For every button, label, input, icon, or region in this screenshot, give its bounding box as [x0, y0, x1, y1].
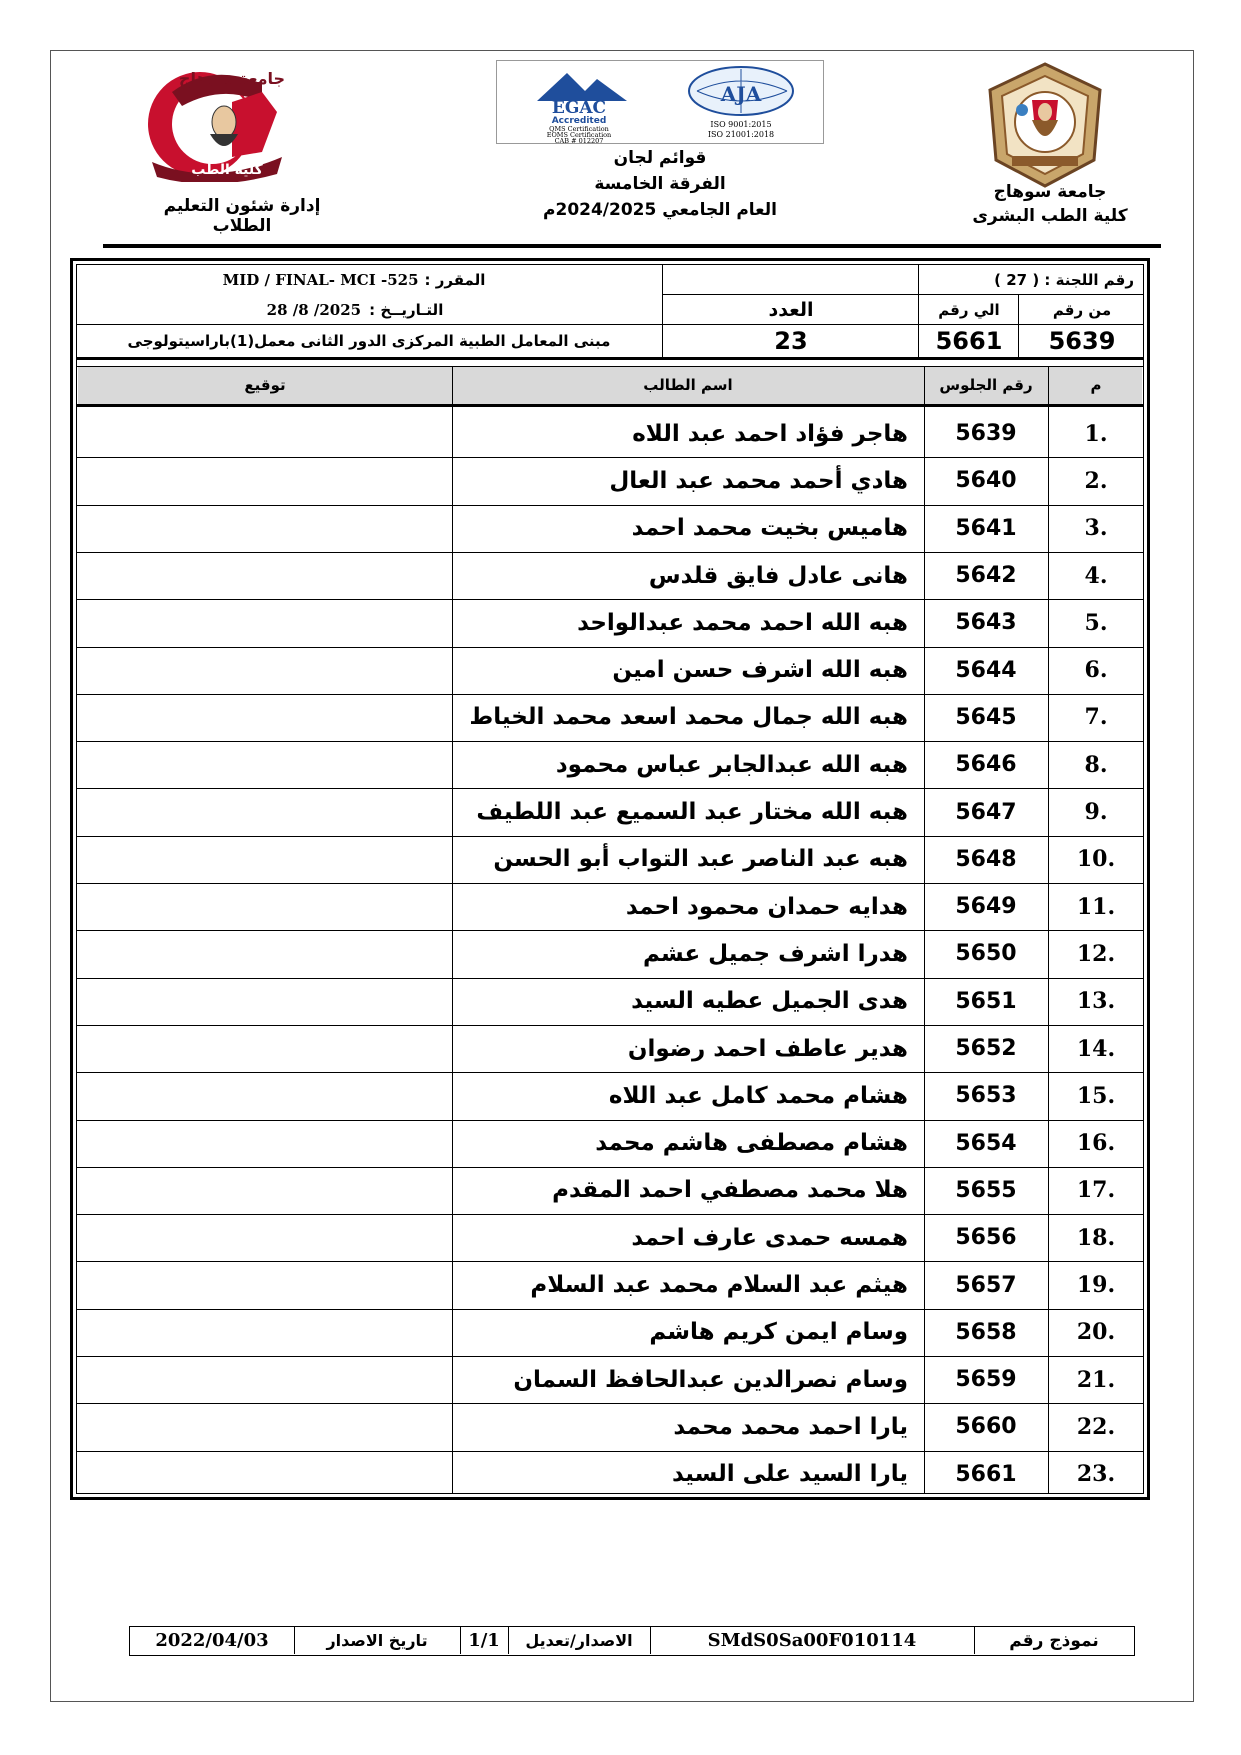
row-signature-field[interactable]	[78, 1167, 452, 1214]
university-name: جامعة سوهاج	[993, 182, 1107, 202]
row-signature-field[interactable]	[78, 1214, 452, 1261]
row-student-name: هبه عبد الناصر عبد التواب أبو الحسن	[493, 846, 908, 873]
aja-line-1: ISO 9001:2015	[710, 120, 772, 129]
row-signature-field[interactable]	[78, 694, 452, 741]
row-seat-number: 5656	[955, 1225, 1017, 1251]
foot-v2	[650, 1627, 651, 1654]
egac-sub: Accredited	[551, 116, 607, 126]
row-index: 11.	[1076, 893, 1116, 920]
row-index: 22.	[1076, 1413, 1116, 1440]
row-seat-number: 5657	[955, 1272, 1017, 1298]
course-cell	[180, 266, 528, 294]
academic-year: العام الجامعي 2024/2025م	[543, 200, 777, 220]
row-signature-field[interactable]	[78, 505, 452, 552]
form-footer	[129, 1626, 1135, 1656]
row-signature-field[interactable]	[78, 1072, 452, 1119]
row-index: 20.	[1076, 1319, 1116, 1346]
course-label: المقرر :	[424, 271, 486, 289]
row-signature-field[interactable]	[78, 1261, 452, 1308]
student-affairs-dept: إدارة شئون التعليم الطلاب	[163, 196, 321, 236]
from-label: من رقم	[1052, 301, 1112, 319]
row-seat-number: 5642	[955, 563, 1017, 589]
row-index: 4.	[1084, 562, 1108, 589]
row-signature-field[interactable]	[78, 410, 452, 457]
header-rule	[103, 244, 1161, 248]
row-seat-number: 5645	[955, 704, 1017, 730]
row-seat-number: 5654	[955, 1130, 1017, 1156]
row-index: 5.	[1084, 609, 1108, 636]
row-seat-number: 5649	[955, 894, 1017, 920]
row-signature-field[interactable]	[78, 647, 452, 694]
row-seat-number: 5652	[955, 1036, 1017, 1062]
row-signature-field[interactable]	[78, 1451, 452, 1498]
row-signature-field[interactable]	[78, 741, 452, 788]
committee-lists-title: قوائم لجان	[613, 148, 707, 168]
row-student-name: هاجر فؤاد احمد عبد اللاه	[632, 420, 908, 447]
row-index: 8.	[1084, 751, 1108, 778]
course-value: MID / FINAL- MCI -525	[222, 271, 419, 289]
row-seat-number: 5660	[955, 1414, 1017, 1440]
row-seat-number: 5640	[955, 468, 1017, 494]
edition-value: 1/1	[468, 1630, 500, 1651]
row-student-name: يارا احمد محمد محمد	[673, 1413, 908, 1440]
count-value: 23	[774, 327, 808, 355]
to-value: 5661	[935, 327, 1003, 355]
row-signature-field[interactable]	[78, 599, 452, 646]
col-signature: توقيع	[244, 376, 286, 394]
row-student-name: يارا السيد على السيد	[672, 1461, 908, 1488]
edition-label: الاصدار/تعديل	[525, 1631, 633, 1650]
row-signature-field[interactable]	[78, 1309, 452, 1356]
row-student-name: هلا محمد مصطفي احمد المقدم	[552, 1177, 908, 1204]
date-cell	[220, 296, 490, 324]
committee-number: رقم اللجنة : ( 27 )	[994, 271, 1134, 289]
row-index: 13.	[1076, 988, 1116, 1015]
row-index: 23.	[1076, 1461, 1116, 1488]
info-divider-3	[76, 357, 1144, 360]
col-name: اسم الطالب	[643, 376, 733, 394]
row-seat-number: 5646	[955, 752, 1017, 778]
row-index: 14.	[1076, 1035, 1116, 1062]
row-student-name: هشام مصطفى هاشم محمد	[595, 1130, 908, 1157]
egac-name: EGAC	[551, 98, 607, 118]
row-seat-number: 5647	[955, 799, 1017, 825]
row-index: 15.	[1076, 1082, 1116, 1109]
row-signature-field[interactable]	[78, 1356, 452, 1403]
info-divider-1	[662, 294, 1144, 295]
info-vline-3	[1018, 294, 1019, 357]
egac-line-3: CAB # 012207	[554, 137, 604, 143]
info-vline-2	[918, 264, 919, 357]
left-logo-text-top: جامعة سوهاج	[178, 69, 286, 88]
form-value: SMdS0Sa00F010114	[707, 1630, 917, 1651]
row-index: 7.	[1084, 704, 1108, 731]
row-seat-number: 5659	[955, 1367, 1017, 1393]
row-signature-field[interactable]	[78, 788, 452, 835]
row-seat-number: 5661	[955, 1461, 1017, 1487]
row-signature-field[interactable]	[78, 1403, 452, 1450]
row-signature-field[interactable]	[78, 1025, 452, 1072]
left-logo-text-bottom: كلية الطب	[191, 162, 263, 178]
info-divider-2	[76, 324, 1144, 325]
row-student-name: هدى الجميل عطيه السيد	[631, 988, 908, 1015]
row-seat-number: 5655	[955, 1177, 1017, 1203]
count-label: العدد	[768, 299, 814, 321]
colhdr-bottom	[76, 404, 1144, 407]
university-seal	[982, 60, 1108, 190]
row-student-name: هادي أحمد محمد عبد العال	[609, 467, 908, 494]
col-index: م	[1090, 376, 1102, 394]
row-student-name: هدير عاطف احمد رضوان	[627, 1035, 908, 1062]
foot-v3	[508, 1627, 509, 1654]
row-student-name: هبه الله اشرف حسن امين	[612, 657, 908, 684]
row-index: 2.	[1084, 467, 1108, 494]
row-student-name: هيثم عبد السلام محمد عبد السلام	[530, 1272, 908, 1299]
location: مبنى المعامل الطبية المركزى الدور الثانى معمل(1)باراسيتولوجى	[127, 332, 611, 350]
row-student-name: هبه الله عبدالجابر عباس محمود	[555, 751, 908, 778]
row-signature-field[interactable]	[78, 930, 452, 977]
egac-line-2: EOMS Certification	[546, 131, 612, 139]
row-student-name: هدرا اشرف جميل عشم	[643, 940, 908, 967]
faculty-name: كلية الطب البشرى	[972, 206, 1128, 226]
row-student-name: هانى عادل فايق قلدس	[648, 562, 908, 589]
row-seat-number: 5653	[955, 1083, 1017, 1109]
issue-label: تاريخ الاصدار	[326, 1631, 428, 1650]
row-index: 9.	[1084, 799, 1108, 826]
row-signature-field[interactable]	[78, 1120, 452, 1167]
row-seat-number: 5643	[955, 610, 1017, 636]
info-vline-1	[662, 264, 663, 357]
row-seat-number: 5639	[955, 421, 1017, 447]
row-student-name: هشام محمد كامل عبد اللاه	[608, 1082, 908, 1109]
row-seat-number: 5648	[955, 846, 1017, 872]
row-signature-field[interactable]	[78, 883, 452, 930]
foot-v5	[294, 1627, 295, 1654]
row-student-name: وسام نصرالدين عبدالحافظ السمان	[513, 1366, 908, 1393]
egac-line-1: QMS Certification	[549, 125, 609, 133]
row-student-name: وسام ايمن كريم هاشم	[649, 1319, 908, 1346]
year-level: الفرقة الخامسة	[594, 174, 726, 194]
row-index: 10.	[1076, 846, 1116, 873]
row-signature-field[interactable]	[78, 836, 452, 883]
row-index: 6.	[1084, 657, 1108, 684]
row-student-name: هبه الله جمال محمد اسعد محمد الخياط	[469, 704, 908, 731]
form-label: نموذج رقم	[1009, 1630, 1099, 1651]
aja-name: AJA	[720, 82, 762, 106]
issue-value: 2022/04/03	[155, 1630, 269, 1651]
foot-v4	[460, 1627, 461, 1654]
row-index: 19.	[1076, 1272, 1116, 1299]
row-student-name: هاميس بخيت محمد احمد	[631, 515, 908, 542]
col-seat: رقم الجلوس	[939, 376, 1033, 394]
row-seat-number: 5641	[955, 515, 1017, 541]
row-student-name: هبه الله مختار عبد السميع عبد اللطيف	[476, 799, 908, 826]
row-seat-number: 5658	[955, 1319, 1017, 1345]
row-index: 18.	[1076, 1224, 1116, 1251]
row-signature-field[interactable]	[78, 978, 452, 1025]
row-seat-number: 5651	[955, 988, 1017, 1014]
date-label: التـاريــخ :	[369, 301, 444, 319]
row-signature-field[interactable]	[78, 552, 452, 599]
row-index: 17.	[1076, 1177, 1116, 1204]
row-index: 21.	[1076, 1366, 1116, 1393]
from-value: 5639	[1048, 327, 1116, 355]
row-index: 3.	[1084, 515, 1108, 542]
faculty-logo	[112, 62, 312, 182]
row-index: 12.	[1076, 940, 1116, 967]
row-seat-number: 5650	[955, 941, 1017, 967]
row-index: 16.	[1076, 1130, 1116, 1157]
to-label: الي رقم	[938, 301, 1000, 319]
row-student-name: هدايه حمدان محمود احمد	[625, 893, 908, 920]
row-student-name: همسه حمدى عارف احمد	[631, 1224, 908, 1251]
row-signature-field[interactable]	[78, 457, 452, 504]
certification-badges	[497, 61, 823, 143]
foot-v1	[974, 1627, 975, 1654]
aja-line-2: ISO 21001:2018	[707, 130, 775, 139]
row-index: 1.	[1084, 420, 1108, 447]
row-seat-number: 5644	[955, 657, 1017, 683]
date-value: 28 /8 /2025	[266, 301, 362, 319]
certification-logos	[496, 60, 824, 144]
row-student-name: هبه الله احمد محمد عبدالواحد	[577, 609, 908, 636]
